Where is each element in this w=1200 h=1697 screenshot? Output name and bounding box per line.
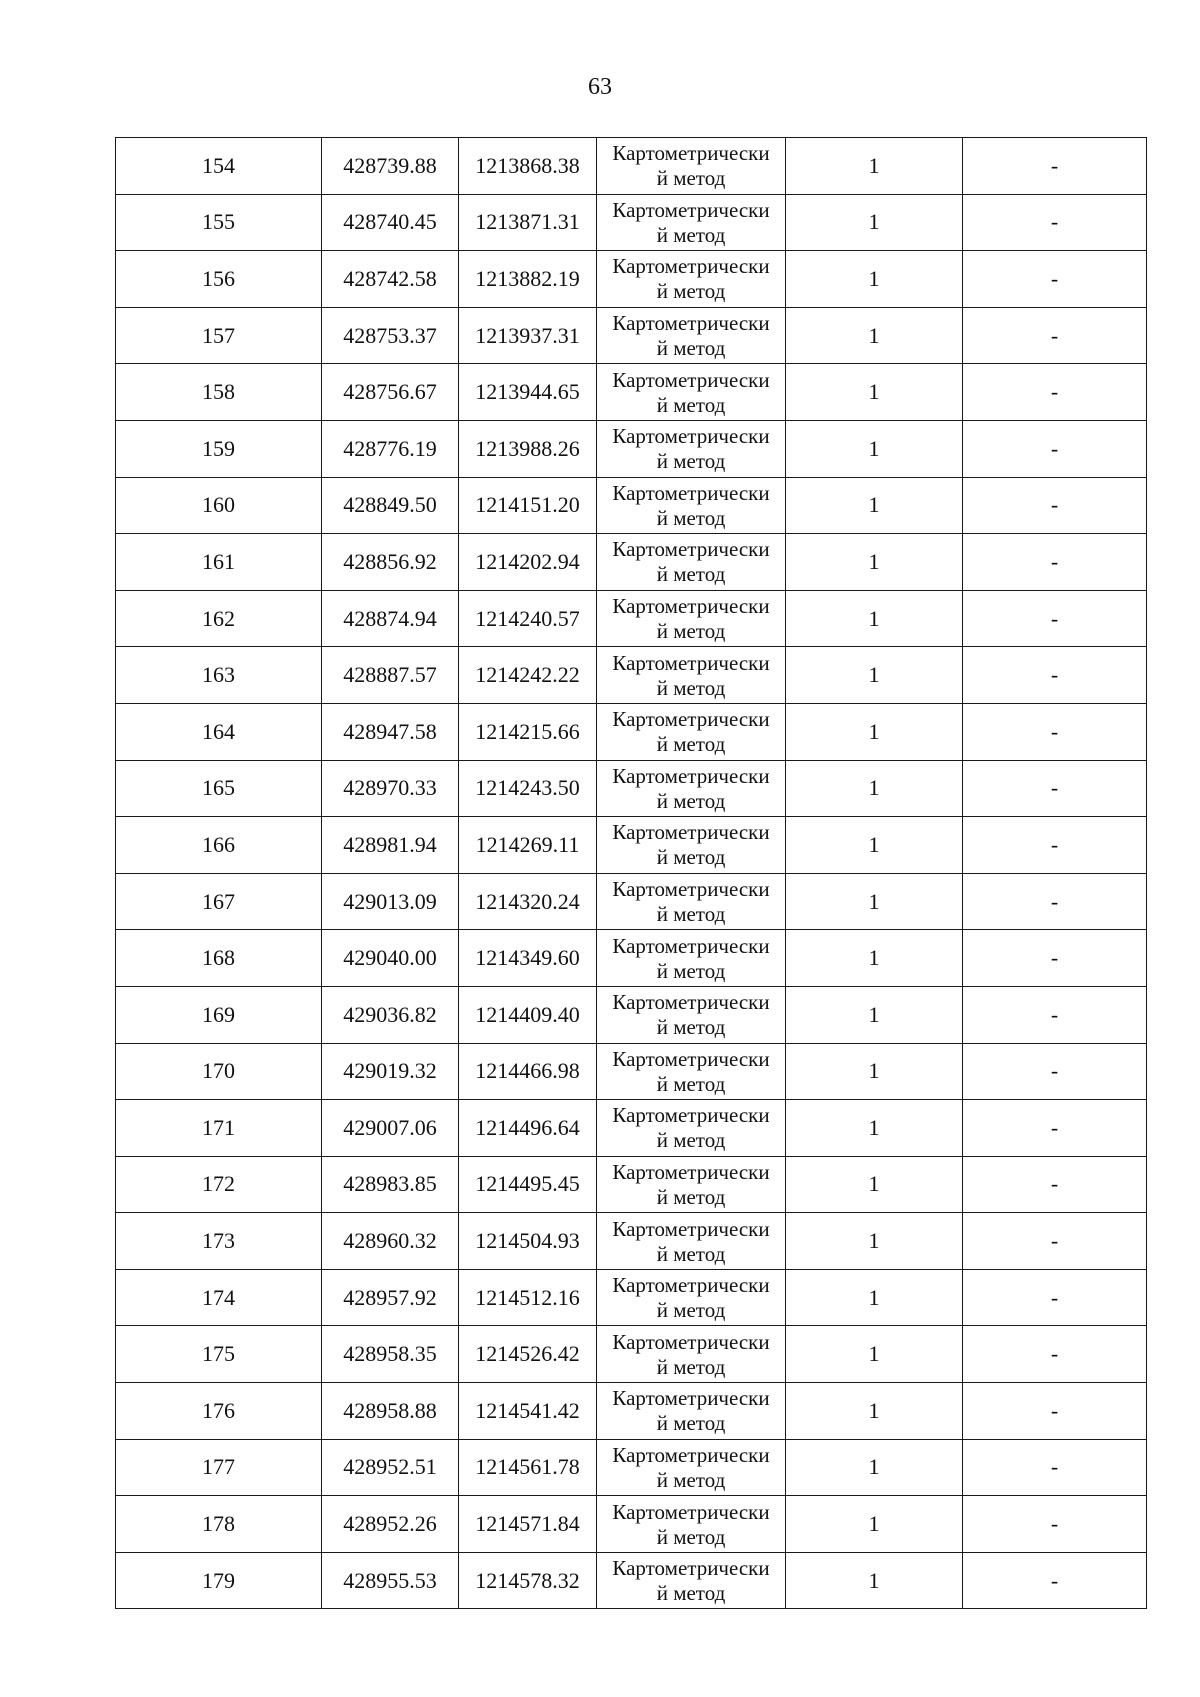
x-coordinate-cell: 428849.50 [322,477,459,534]
y-coordinate-cell: 1214151.20 [459,477,597,534]
method-line-2: й метод [656,449,726,474]
note-cell: - [963,590,1147,647]
y-coordinate-cell: 1213882.19 [459,251,597,308]
method-cell [597,1213,786,1270]
note-cell: - [963,817,1147,874]
method-cell [597,1043,786,1100]
method-line-2: й метод [656,505,726,530]
x-coordinate-cell: 428960.32 [322,1213,459,1270]
method-line-1: Картометрически [612,141,770,166]
table-row [116,1383,1147,1440]
method-line-2: й метод [656,166,726,191]
table-row [116,1100,1147,1157]
accuracy-cell: 1 [786,1552,963,1609]
method-line-1: Картометрически [612,1159,770,1184]
point-number-cell: 160 [116,477,322,534]
method-line-2: й метод [656,845,726,870]
y-coordinate-cell: 1214349.60 [459,930,597,987]
method-line-1: Картометрически [612,594,770,619]
method-cell [597,251,786,308]
table-row [116,817,1147,874]
method-line-1: Картометрически [612,1216,770,1241]
y-coordinate-cell: 1214269.11 [459,817,597,874]
table-row [116,1496,1147,1553]
note-cell: - [963,1326,1147,1383]
table-body [116,138,1147,1609]
method-line-1: Картометрически [612,1046,770,1071]
point-number-cell: 159 [116,420,322,477]
x-coordinate-cell: 428856.92 [322,534,459,591]
accuracy-cell: 1 [786,986,963,1043]
accuracy-cell: 1 [786,873,963,930]
x-coordinate-cell: 428874.94 [322,590,459,647]
accuracy-cell: 1 [786,1156,963,1213]
note-cell: - [963,1439,1147,1496]
method-cell [597,194,786,251]
note-cell: - [963,1213,1147,1270]
method-line-1: Картометрически [612,1442,770,1467]
y-coordinate-cell: 1214526.42 [459,1326,597,1383]
note-cell: - [963,703,1147,760]
point-number-cell: 175 [116,1326,322,1383]
table-row [116,1213,1147,1270]
note-cell: - [963,873,1147,930]
accuracy-cell: 1 [786,1383,963,1440]
method-line-2: й метод [656,1354,726,1379]
x-coordinate-cell: 428952.26 [322,1496,459,1553]
note-cell: - [963,138,1147,195]
x-coordinate-cell: 428958.35 [322,1326,459,1383]
note-cell: - [963,647,1147,704]
y-coordinate-cell: 1214466.98 [459,1043,597,1100]
accuracy-cell: 1 [786,1100,963,1157]
accuracy-cell: 1 [786,590,963,647]
table-row [116,703,1147,760]
coordinates-table [115,137,1147,1609]
table-row [116,138,1147,195]
y-coordinate-cell: 1214578.32 [459,1552,597,1609]
table-row [116,590,1147,647]
method-line-2: й метод [656,562,726,587]
point-number-cell: 177 [116,1439,322,1496]
x-coordinate-cell: 428981.94 [322,817,459,874]
note-cell: - [963,364,1147,421]
method-cell [597,1496,786,1553]
point-number-cell: 165 [116,760,322,817]
point-number-cell: 167 [116,873,322,930]
method-line-2: й метод [656,1071,726,1096]
y-coordinate-cell: 1213988.26 [459,420,597,477]
method-cell [597,1100,786,1157]
note-cell: - [963,1269,1147,1326]
y-coordinate-cell: 1213944.65 [459,364,597,421]
x-coordinate-cell: 429013.09 [322,873,459,930]
y-coordinate-cell: 1214202.94 [459,534,597,591]
note-cell: - [963,420,1147,477]
note-cell: - [963,307,1147,364]
method-cell [597,647,786,704]
method-line-1: Картометрически [612,763,770,788]
method-line-2: й метод [656,1298,726,1323]
x-coordinate-cell: 428887.57 [322,647,459,704]
method-line-2: й метод [656,336,726,361]
point-number-cell: 171 [116,1100,322,1157]
point-number-cell: 176 [116,1383,322,1440]
method-line-1: Картометрически [612,650,770,675]
x-coordinate-cell: 428983.85 [322,1156,459,1213]
note-cell: - [963,477,1147,534]
point-number-cell: 168 [116,930,322,987]
y-coordinate-cell: 1214320.24 [459,873,597,930]
accuracy-cell: 1 [786,194,963,251]
x-coordinate-cell: 429019.32 [322,1043,459,1100]
accuracy-cell: 1 [786,817,963,874]
x-coordinate-cell: 428753.37 [322,307,459,364]
accuracy-cell: 1 [786,930,963,987]
point-number-cell: 169 [116,986,322,1043]
x-coordinate-cell: 429040.00 [322,930,459,987]
method-line-1: Картометрически [612,990,770,1015]
note-cell: - [963,1496,1147,1553]
page-number: 63 [588,74,612,100]
y-coordinate-cell: 1214496.64 [459,1100,597,1157]
table-row [116,1326,1147,1383]
method-cell [597,1552,786,1609]
table-row [116,986,1147,1043]
y-coordinate-cell: 1213937.31 [459,307,597,364]
table-row [116,420,1147,477]
method-cell [597,477,786,534]
y-coordinate-cell: 1214409.40 [459,986,597,1043]
method-line-2: й метод [656,619,726,644]
x-coordinate-cell: 428740.45 [322,194,459,251]
point-number-cell: 178 [116,1496,322,1553]
y-coordinate-cell: 1214215.66 [459,703,597,760]
accuracy-cell: 1 [786,534,963,591]
y-coordinate-cell: 1214571.84 [459,1496,597,1553]
y-coordinate-cell: 1214504.93 [459,1213,597,1270]
note-cell: - [963,534,1147,591]
method-line-2: й метод [656,1524,726,1549]
method-cell [597,1439,786,1496]
table-row [116,477,1147,534]
y-coordinate-cell: 1214495.45 [459,1156,597,1213]
note-cell: - [963,1100,1147,1157]
method-line-2: й метод [656,958,726,983]
note-cell: - [963,1383,1147,1440]
point-number-cell: 179 [116,1552,322,1609]
y-coordinate-cell: 1213871.31 [459,194,597,251]
table-row [116,1439,1147,1496]
x-coordinate-cell: 429007.06 [322,1100,459,1157]
method-line-1: Картометрически [612,1273,770,1298]
y-coordinate-cell: 1213868.38 [459,138,597,195]
x-coordinate-cell: 428739.88 [322,138,459,195]
method-cell [597,930,786,987]
method-line-2: й метод [656,1467,726,1492]
table-row [116,534,1147,591]
accuracy-cell: 1 [786,1043,963,1100]
method-line-1: Картометрически [612,537,770,562]
point-number-cell: 172 [116,1156,322,1213]
method-cell [597,873,786,930]
note-cell: - [963,986,1147,1043]
point-number-cell: 154 [116,138,322,195]
accuracy-cell: 1 [786,703,963,760]
table-row [116,873,1147,930]
method-line-1: Картометрически [612,254,770,279]
x-coordinate-cell: 428742.58 [322,251,459,308]
table-row [116,1269,1147,1326]
method-line-1: Картометрически [612,311,770,336]
method-cell [597,1156,786,1213]
method-line-2: й метод [656,1128,726,1153]
method-cell [597,138,786,195]
note-cell: - [963,930,1147,987]
method-cell [597,364,786,421]
method-line-2: й метод [656,732,726,757]
note-cell: - [963,1552,1147,1609]
accuracy-cell: 1 [786,1213,963,1270]
note-cell: - [963,1043,1147,1100]
method-cell [597,817,786,874]
method-line-1: Картометрически [612,1499,770,1524]
method-cell [597,986,786,1043]
x-coordinate-cell: 428756.67 [322,364,459,421]
method-line-2: й метод [656,788,726,813]
note-cell: - [963,1156,1147,1213]
method-line-2: й метод [656,222,726,247]
y-coordinate-cell: 1214512.16 [459,1269,597,1326]
y-coordinate-cell: 1214541.42 [459,1383,597,1440]
method-line-1: Картометрически [612,1329,770,1354]
accuracy-cell: 1 [786,364,963,421]
method-cell [597,590,786,647]
method-cell [597,703,786,760]
method-line-1: Картометрически [612,707,770,732]
point-number-cell: 166 [116,817,322,874]
point-number-cell: 173 [116,1213,322,1270]
method-line-1: Картометрически [612,197,770,222]
accuracy-cell: 1 [786,307,963,364]
y-coordinate-cell: 1214243.50 [459,760,597,817]
method-cell [597,534,786,591]
method-line-2: й метод [656,1411,726,1436]
method-cell [597,1326,786,1383]
method-line-1: Картометрически [612,820,770,845]
note-cell: - [963,760,1147,817]
table-row [116,760,1147,817]
accuracy-cell: 1 [786,1496,963,1553]
method-line-2: й метод [656,392,726,417]
method-line-1: Картометрически [612,1103,770,1128]
method-line-2: й метод [656,1241,726,1266]
point-number-cell: 157 [116,307,322,364]
point-number-cell: 162 [116,590,322,647]
table-row [116,930,1147,987]
accuracy-cell: 1 [786,251,963,308]
method-line-2: й метод [656,1184,726,1209]
x-coordinate-cell: 429036.82 [322,986,459,1043]
accuracy-cell: 1 [786,1439,963,1496]
method-line-2: й метод [656,675,726,700]
point-number-cell: 156 [116,251,322,308]
method-line-2: й метод [656,279,726,304]
x-coordinate-cell: 428955.53 [322,1552,459,1609]
point-number-cell: 161 [116,534,322,591]
method-line-1: Картометрически [612,424,770,449]
table-row [116,364,1147,421]
accuracy-cell: 1 [786,420,963,477]
method-cell [597,1269,786,1326]
method-line-2: й метод [656,1581,726,1606]
point-number-cell: 164 [116,703,322,760]
point-number-cell: 163 [116,647,322,704]
method-line-1: Картометрически [612,1556,770,1581]
table-row [116,1043,1147,1100]
x-coordinate-cell: 428957.92 [322,1269,459,1326]
table-row [116,1552,1147,1609]
method-cell [597,420,786,477]
method-line-1: Картометрически [612,1386,770,1411]
table-row [116,647,1147,704]
method-cell [597,760,786,817]
note-cell: - [963,251,1147,308]
table-row [116,251,1147,308]
method-line-1: Картометрически [612,933,770,958]
accuracy-cell: 1 [786,1269,963,1326]
method-cell [597,1383,786,1440]
accuracy-cell: 1 [786,138,963,195]
x-coordinate-cell: 428947.58 [322,703,459,760]
note-cell: - [963,194,1147,251]
accuracy-cell: 1 [786,477,963,534]
table-row [116,1156,1147,1213]
x-coordinate-cell: 428776.19 [322,420,459,477]
method-line-2: й метод [656,1015,726,1040]
x-coordinate-cell: 428970.33 [322,760,459,817]
table-row [116,307,1147,364]
method-line-1: Картометрически [612,480,770,505]
accuracy-cell: 1 [786,647,963,704]
y-coordinate-cell: 1214242.22 [459,647,597,704]
method-line-2: й метод [656,902,726,927]
method-cell [597,307,786,364]
method-line-1: Картометрически [612,367,770,392]
x-coordinate-cell: 428958.88 [322,1383,459,1440]
accuracy-cell: 1 [786,1326,963,1383]
y-coordinate-cell: 1214240.57 [459,590,597,647]
y-coordinate-cell: 1214561.78 [459,1439,597,1496]
point-number-cell: 158 [116,364,322,421]
point-number-cell: 174 [116,1269,322,1326]
x-coordinate-cell: 428952.51 [322,1439,459,1496]
table-row [116,194,1147,251]
accuracy-cell: 1 [786,760,963,817]
method-line-1: Картометрически [612,877,770,902]
point-number-cell: 170 [116,1043,322,1100]
point-number-cell: 155 [116,194,322,251]
